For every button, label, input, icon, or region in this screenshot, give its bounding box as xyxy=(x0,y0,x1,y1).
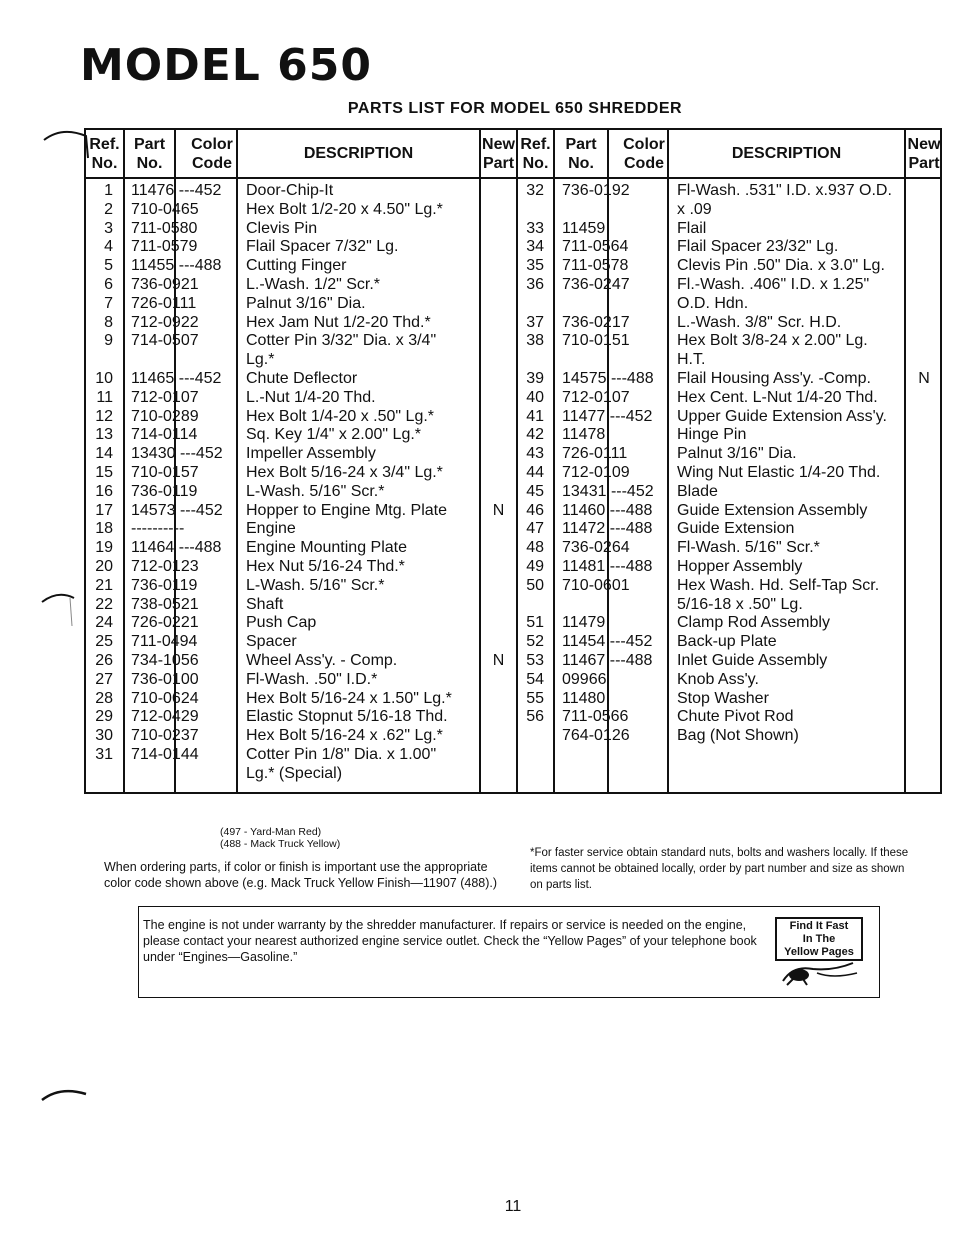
part-description: Hex Bolt 1/2-20 x 4.50" Lg.* xyxy=(246,200,443,218)
part-description: Lg.* xyxy=(246,351,275,369)
ref-number: 15 xyxy=(95,464,113,481)
part-number: 11467 ---488 xyxy=(562,652,653,669)
part-number: 11480 xyxy=(562,689,606,707)
part-number: 13430 ---452 xyxy=(131,445,223,463)
part-description: x .09 xyxy=(677,200,712,218)
ref-number: 54 xyxy=(526,670,544,688)
part-number: 13431 ---452 xyxy=(562,482,654,500)
part-description: Wing Nut Elastic 1/4-20 Thd. xyxy=(677,464,881,481)
new-part-flag: N xyxy=(492,501,505,519)
header-ref-no: Ref. No. xyxy=(89,135,120,172)
part-number: 712-0109 xyxy=(562,464,630,481)
part-description: Door-Chip-It xyxy=(246,182,334,199)
ref-number: 25 xyxy=(95,633,113,651)
parts-table xyxy=(84,128,942,794)
ref-number: 19 xyxy=(95,539,113,557)
part-number: 714-0144 xyxy=(131,746,199,763)
part-description: Engine Mounting Plate xyxy=(246,539,407,557)
page-number: 11 xyxy=(504,1198,522,1215)
ref-number: 36 xyxy=(526,276,544,293)
part-description: Hex Bolt 5/16-24 x 3/4" Lg.* xyxy=(246,464,443,481)
color-code-note: (488 - Mack Truck Yellow) xyxy=(220,838,341,850)
ref-number: 27 xyxy=(95,670,113,688)
part-description: Spacer xyxy=(246,633,297,651)
part-description: Chute Deflector xyxy=(246,370,358,387)
header-ref-no: Ref. No. xyxy=(520,135,551,172)
ref-number: 14 xyxy=(95,445,113,463)
part-description: Hex Cent. L-Nut 1/4-20 Thd. xyxy=(677,388,878,406)
part-number: 710-0151 xyxy=(562,332,630,350)
engine-notice-box xyxy=(138,906,880,998)
service-note: *For faster service obtain standard nuts, bolts and washers locally. If these items cannot be obtained locally, order by part number and size as shown on parts list. xyxy=(530,847,909,891)
ref-number: 11 xyxy=(96,388,113,406)
part-description: Hex Bolt 1/4-20 x .50" Lg.* xyxy=(246,407,435,425)
part-number: 736-0217 xyxy=(562,313,630,331)
new-part-flag: N xyxy=(492,652,505,669)
part-description: Hinge Pin xyxy=(677,426,747,444)
header-color-code: Color Code xyxy=(191,135,233,172)
ref-number: 12 xyxy=(95,407,113,425)
part-description: Fl-Wash. .50" I.D.* xyxy=(246,670,378,688)
part-number: 712-0922 xyxy=(131,313,199,331)
part-description: Wheel Ass'y. - Comp. xyxy=(246,652,398,669)
ref-number: 31 xyxy=(95,746,113,763)
ref-number: 8 xyxy=(104,313,113,331)
header-description: DESCRIPTION xyxy=(303,145,414,162)
part-description: Hex Wash. Hd. Self-Tap Scr. xyxy=(677,576,880,594)
part-description: Bag (Not Shown) xyxy=(677,727,799,745)
part-number: 09966 xyxy=(562,670,607,688)
ref-number: 47 xyxy=(526,520,544,538)
part-description: Stop Washer xyxy=(677,689,769,707)
part-description: Hex Bolt 5/16-24 x .62" Lg.* xyxy=(246,727,443,745)
part-number: 11455 ---488 xyxy=(131,257,222,275)
part-number: 712-0107 xyxy=(131,388,199,406)
part-number: 736-0264 xyxy=(562,539,630,557)
part-description: Fl.-Wash. .406" I.D. x 1.25" xyxy=(677,276,870,293)
divider xyxy=(123,130,125,792)
ref-number: 5 xyxy=(104,257,113,275)
ref-number: 49 xyxy=(526,558,544,575)
part-description: L-Wash. 5/16" Scr.* xyxy=(246,482,385,500)
part-description: Cutting Finger xyxy=(246,257,347,275)
part-number: 738-0521 xyxy=(131,595,199,613)
header-description: DESCRIPTION xyxy=(731,145,842,162)
page-title: MODEL 650 xyxy=(80,40,372,91)
header-part-no: Part No. xyxy=(565,135,597,172)
header-part-no: Part No. xyxy=(133,135,166,172)
ref-number: 18 xyxy=(95,520,113,538)
part-number: 11477 ---452 xyxy=(562,407,653,425)
part-description: Palnut 3/16" Dia. xyxy=(246,294,366,312)
part-description: Upper Guide Extension Ass'y. xyxy=(677,407,887,425)
part-description: Flail Spacer 7/32" Lg. xyxy=(246,238,399,256)
part-description: Knob Ass'y. xyxy=(677,670,759,688)
ref-number: 43 xyxy=(526,445,544,463)
part-description: Flail Spacer 23/32" Lg. xyxy=(677,238,839,256)
part-number: 11476 ---452 xyxy=(131,182,222,199)
part-number: 764-0126 xyxy=(562,727,630,745)
badge-line: Find It Fast xyxy=(789,919,849,932)
ref-number: 7 xyxy=(104,294,113,312)
part-description: Chute Pivot Rod xyxy=(677,708,794,726)
part-description: L.-Wash. 1/2" Scr.* xyxy=(246,276,381,293)
part-description: Hopper Assembly xyxy=(677,558,803,575)
part-description: Fl-Wash. 5/16" Scr.* xyxy=(677,539,820,557)
part-number: 736-0192 xyxy=(562,182,630,199)
part-number: 736-0921 xyxy=(131,276,199,293)
part-description: Hex Bolt 5/16-24 x 1.50" Lg.* xyxy=(246,689,452,707)
part-description: Clamp Rod Assembly xyxy=(677,614,830,632)
part-number: 712-0429 xyxy=(131,708,199,726)
part-description: L.-Nut 1/4-20 Thd. xyxy=(246,388,376,406)
ref-number: 55 xyxy=(526,689,544,707)
part-description: Shaft xyxy=(246,595,284,613)
color-code-note: (497 - Yard-Man Red) xyxy=(220,826,322,838)
ref-number: 3 xyxy=(104,219,113,237)
part-description: Guide Extension Assembly xyxy=(677,501,868,519)
part-number: 11459 xyxy=(562,219,606,237)
ordering-note: When ordering parts, if color or finish is important use the appropriate color code shown above (e.g. Mack Truck Yellow Finish—11907 (488).) xyxy=(104,860,498,890)
part-number: 710-0465 xyxy=(131,200,199,218)
part-description: H.T. xyxy=(677,351,706,369)
parts-list-subtitle: PARTS LIST FOR MODEL 650 SHREDDER xyxy=(347,100,683,117)
part-number: 726-0111 xyxy=(562,445,628,463)
divider xyxy=(904,130,906,792)
part-number: 14575 ---488 xyxy=(562,370,654,387)
divider xyxy=(667,130,669,792)
part-number: 736-0119 xyxy=(131,576,198,594)
ref-number: 33 xyxy=(526,219,544,237)
header-color-code: Color Code xyxy=(623,135,665,172)
ref-number: 24 xyxy=(95,614,113,632)
ref-number: 26 xyxy=(95,652,113,669)
part-description: Flail Housing Ass'y. -Comp. xyxy=(677,370,871,387)
ref-number: 30 xyxy=(95,727,113,745)
part-number: 11478 xyxy=(562,426,606,444)
ref-number: 34 xyxy=(526,238,544,256)
ref-number: 16 xyxy=(95,482,113,500)
part-number: 712-0123 xyxy=(131,558,199,575)
part-description: Cotter Pin 1/8" Dia. x 1.00" xyxy=(246,746,437,763)
part-description: Hex Jam Nut 1/2-20 Thd.* xyxy=(246,313,431,331)
badge-line: In The xyxy=(802,932,836,945)
ref-number: 46 xyxy=(526,501,544,519)
part-description: Cotter Pin 3/32" Dia. x 3/4" xyxy=(246,332,437,350)
part-number: 11481 ---488 xyxy=(562,558,653,575)
scan-mark-middle xyxy=(40,590,80,630)
part-number: 726-0221 xyxy=(131,614,199,632)
ref-number: 17 xyxy=(95,501,113,519)
ref-number: 20 xyxy=(95,558,113,575)
part-number: 11472 ---488 xyxy=(562,520,653,538)
ref-number: 22 xyxy=(95,595,113,613)
header-new-part: New Part xyxy=(482,135,515,172)
part-number: 11464 ---488 xyxy=(131,539,222,557)
part-description: Hex Nut 5/16-24 Thd.* xyxy=(246,558,405,575)
ref-number: 10 xyxy=(95,370,113,387)
ref-number: 37 xyxy=(526,313,544,331)
part-description: Hopper to Engine Mtg. Plate xyxy=(246,501,448,519)
part-number: 714-0114 xyxy=(131,426,198,444)
new-part-flag: N xyxy=(918,370,930,387)
part-description: Back-up Plate xyxy=(677,633,777,651)
engine-notice-text: The engine is not under warranty by the shredder manufacturer. If repairs or service is needed on the engine, please contact your nearest authorized engine service outlet. Check the “Yellow Pages” of your telephone book under “Engines—Gasoline.” xyxy=(143,918,757,964)
ref-number: 6 xyxy=(104,276,113,293)
ref-number: 50 xyxy=(526,576,544,594)
part-number: 711-0566 xyxy=(562,708,629,726)
ref-number: 38 xyxy=(526,332,544,350)
part-number: 710-0237 xyxy=(131,727,199,745)
ref-number: 32 xyxy=(526,182,544,199)
part-number: 726-0111 xyxy=(131,294,197,312)
part-number: 11465 ---452 xyxy=(131,370,222,387)
ref-number: 39 xyxy=(526,370,544,387)
scan-mark-bottom xyxy=(40,1084,90,1114)
part-number: 14573 ---452 xyxy=(131,501,223,519)
ref-number: 28 xyxy=(95,689,113,707)
part-description: O.D. Hdn. xyxy=(677,294,749,312)
part-number: 712-0107 xyxy=(562,388,630,406)
part-description: Blade xyxy=(677,482,718,500)
part-description: Hex Bolt 3/8-24 x 2.00" Lg. xyxy=(677,332,868,350)
part-description: Lg.* (Special) xyxy=(246,764,343,782)
part-number: 710-0289 xyxy=(131,407,199,425)
part-description: Engine xyxy=(246,520,296,538)
ref-number: 4 xyxy=(104,238,113,256)
part-number: 734-1056 xyxy=(131,652,199,669)
ref-number: 29 xyxy=(95,708,113,726)
divider xyxy=(479,130,481,792)
part-description: Fl-Wash. .531" I.D. x.937 O.D. xyxy=(677,182,892,199)
part-description: Impeller Assembly xyxy=(246,445,376,463)
ref-number: 9 xyxy=(104,332,113,350)
ref-number: 42 xyxy=(526,426,544,444)
part-number: 711-0580 xyxy=(131,219,198,237)
part-number: 714-0507 xyxy=(131,332,199,350)
part-number: 11479 xyxy=(562,614,606,632)
divider xyxy=(553,130,555,792)
ref-number: 44 xyxy=(526,464,544,481)
ref-number: 52 xyxy=(526,633,544,651)
part-number: 710-0601 xyxy=(562,576,630,594)
part-number: 711-0494 xyxy=(131,633,198,651)
ref-number: 48 xyxy=(526,539,544,557)
ref-number: 2 xyxy=(104,200,113,218)
part-description: Elastic Stopnut 5/16-18 Thd. xyxy=(246,708,448,726)
part-number: 710-0624 xyxy=(131,689,199,707)
part-description: Flail xyxy=(677,219,707,237)
part-number: 711-0579 xyxy=(131,238,198,256)
part-description: L-Wash. 5/16" Scr.* xyxy=(246,576,385,594)
part-description: Palnut 3/16" Dia. xyxy=(677,445,797,463)
ref-number: 13 xyxy=(95,426,113,444)
part-description: Inlet Guide Assembly xyxy=(677,652,828,669)
part-number: 736-0119 xyxy=(131,482,198,500)
ref-number: 21 xyxy=(95,576,113,594)
part-description: Clevis Pin .50" Dia. x 3.0" Lg. xyxy=(677,257,885,275)
ref-number: 51 xyxy=(526,614,544,632)
ref-number: 45 xyxy=(526,482,544,500)
part-number: 711-0578 xyxy=(562,257,629,275)
part-description: Clevis Pin xyxy=(246,219,318,237)
ref-number: 35 xyxy=(526,257,544,275)
walking-fingers-icon xyxy=(773,959,863,987)
header-divider xyxy=(86,177,940,179)
part-number: 711-0564 xyxy=(562,238,629,256)
ref-number: 41 xyxy=(526,407,544,425)
part-number: 736-0247 xyxy=(562,276,630,293)
badge-line: Yellow Pages xyxy=(784,945,854,958)
yellow-pages-badge xyxy=(769,915,869,989)
part-number: 11454 ---452 xyxy=(562,633,653,651)
part-number: ---------- xyxy=(131,520,185,538)
part-description: 5/16-18 x .50" Lg. xyxy=(677,595,803,613)
ref-number: 40 xyxy=(526,388,544,406)
yellow-pages-label xyxy=(775,917,863,961)
header-new-part: New Part xyxy=(907,135,941,172)
ref-number: 53 xyxy=(526,652,544,669)
part-number: 736-0100 xyxy=(131,670,199,688)
part-description: Push Cap xyxy=(246,614,317,632)
part-number: 710-0157 xyxy=(131,464,199,481)
divider xyxy=(236,130,238,792)
part-description: L.-Wash. 3/8" Scr. H.D. xyxy=(677,313,842,331)
ref-number: 1 xyxy=(104,182,113,199)
part-description: Guide Extension xyxy=(677,520,795,538)
part-number: 11460 ---488 xyxy=(562,501,653,519)
ref-number: 56 xyxy=(526,708,544,726)
part-description: Sq. Key 1/4" x 2.00" Lg.* xyxy=(246,426,422,444)
